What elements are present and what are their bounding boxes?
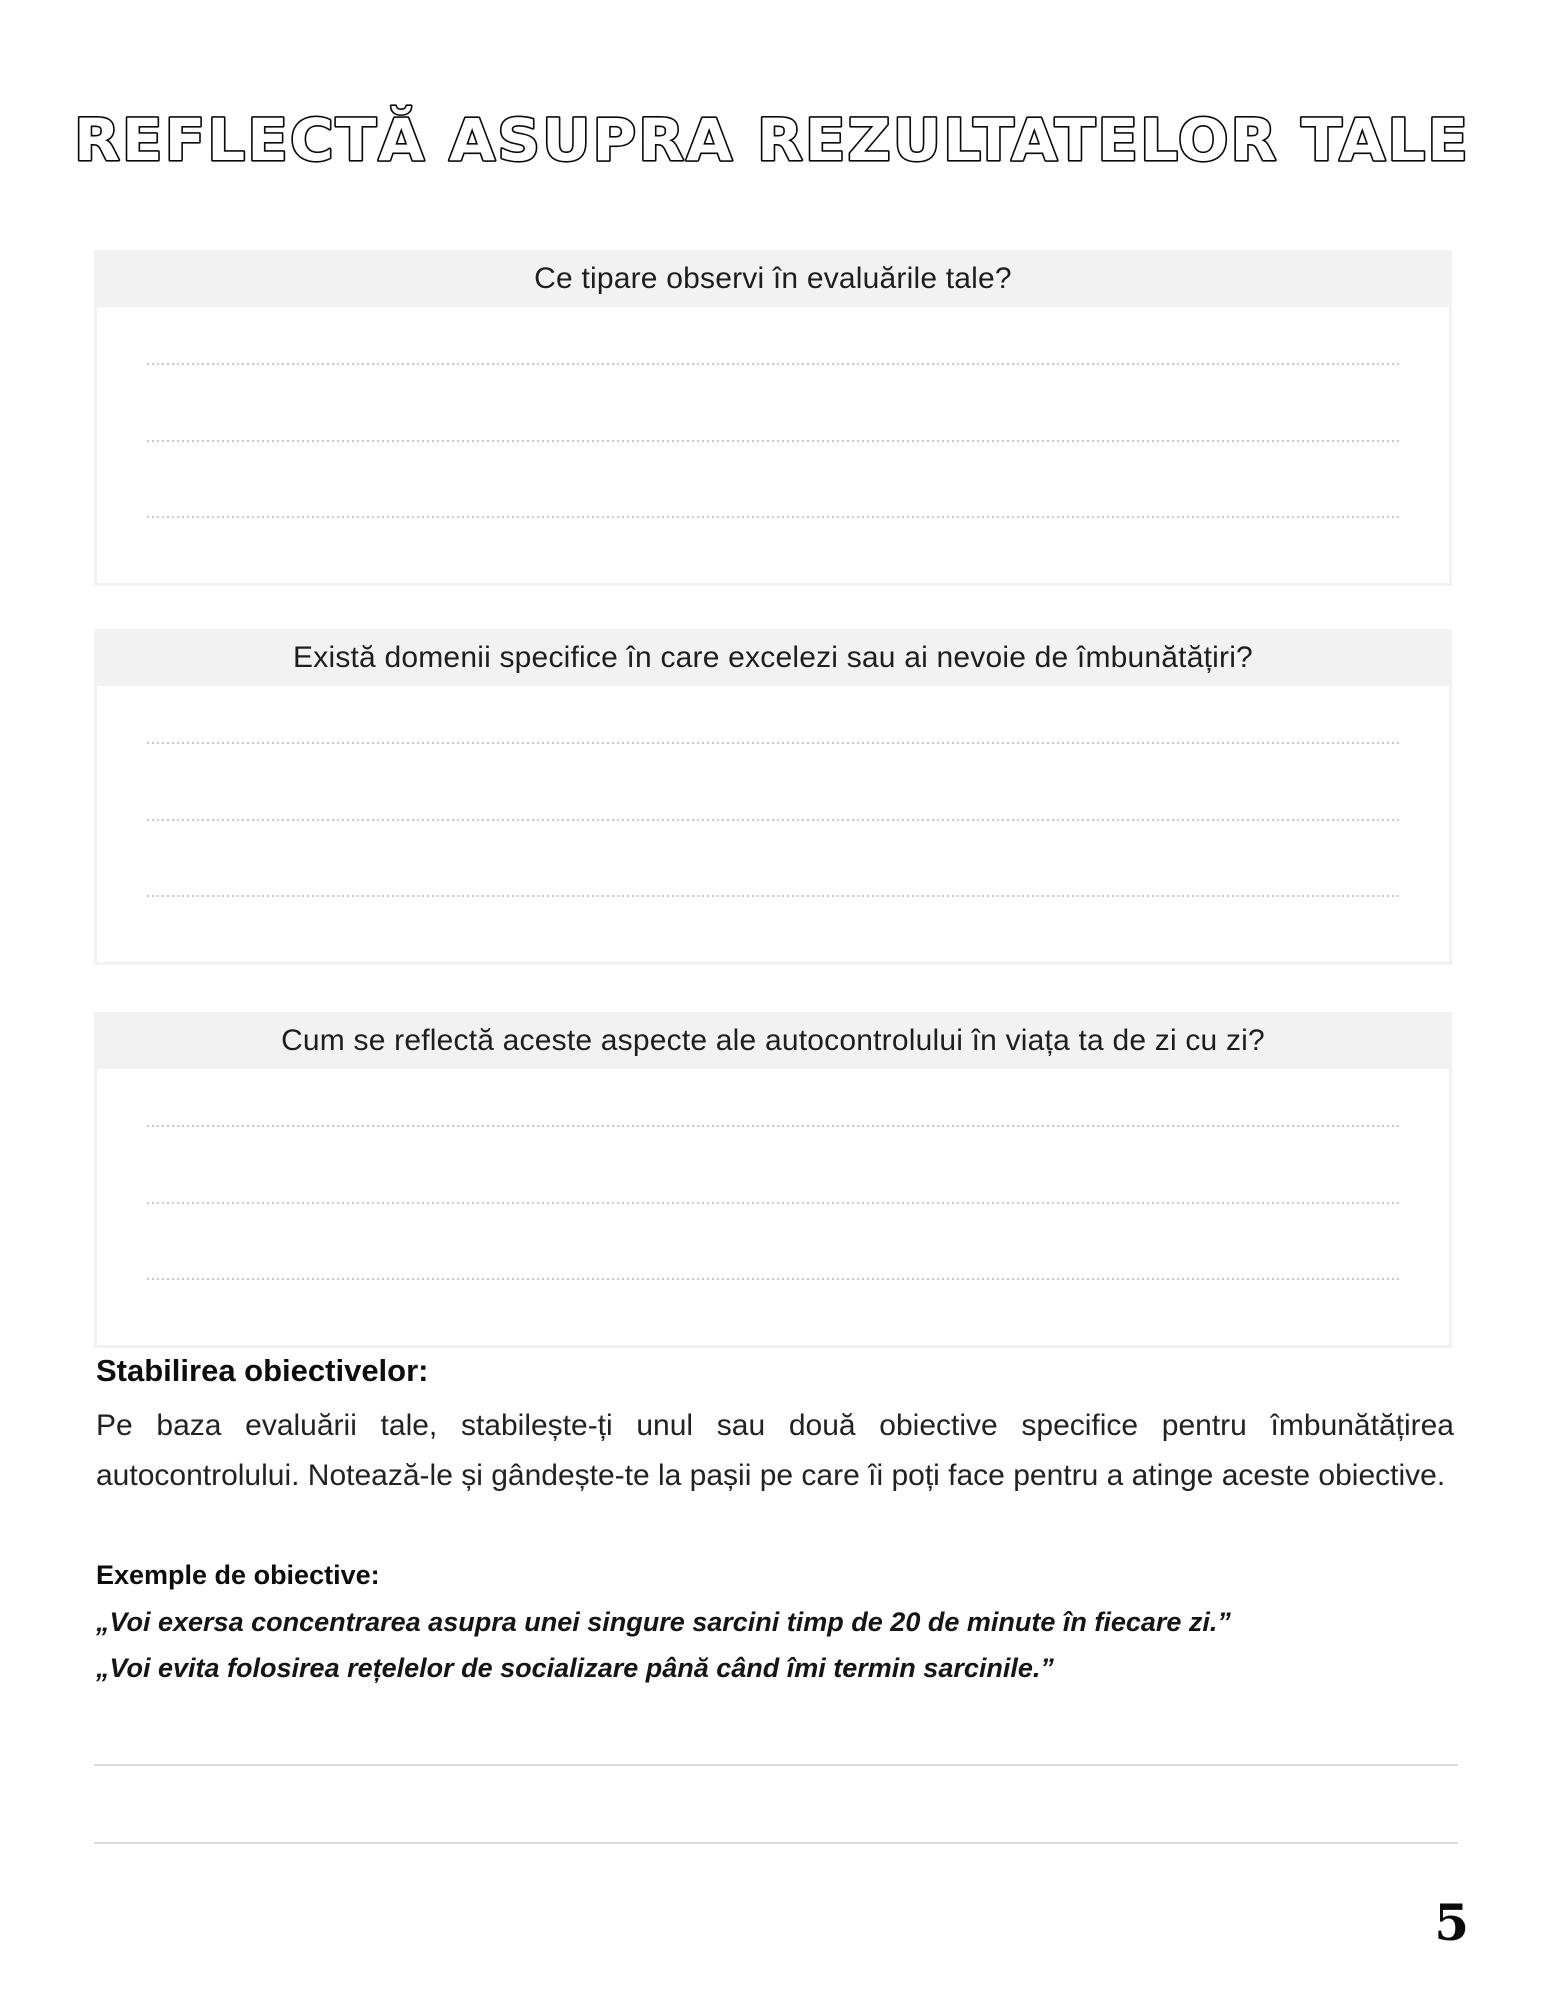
question-card-header [97,629,1449,686]
question-card-body [97,307,1449,583]
page-title [0,0,1545,195]
separator-line [94,1764,1458,1766]
question-card-header [97,250,1449,307]
question-card-body [97,686,1449,962]
goals-heading: Stabilirea obiectivelor: [96,1353,429,1388]
question-label: Cum se reflectă aceste aspecte ale autocontrolului în viața ta de zi cu zi? [281,1023,1265,1057]
question-card [94,1012,1452,1348]
answer-line[interactable] [147,440,1400,442]
answer-line[interactable] [147,742,1400,744]
answer-line[interactable] [147,1202,1400,1204]
answer-line[interactable] [147,895,1400,897]
question-label: Ce tipare observi în evaluările tale? [534,261,1012,295]
example-quote: „Voi exersa concentrarea asupra unei singure sarcini timp de 20 de minute în fiecare zi.” [96,1607,1231,1637]
page-number: 5 [1434,1893,1469,1952]
answer-line[interactable] [147,516,1400,518]
question-label: Există domenii specifice în care excelezi sau ai nevoie de îmbunătățiri? [293,640,1253,674]
answer-line[interactable] [147,363,1400,365]
answer-line[interactable] [147,1125,1400,1127]
question-card-header [97,1012,1449,1069]
answer-line[interactable] [147,1278,1400,1280]
goals-paragraph: Pe baza evaluării tale, stabilește-ți unul sau două obiective specifice pentru îmbunătățirea autocontrolului. Notează-le și gândește-te la pașii pe care îi poți face pentru a atinge aceste obiective. [96,1409,1454,1492]
example-quote: „Voi evita folosirea rețelelor de socializare până când îmi termin sarcinile.” [96,1653,1054,1683]
answer-line[interactable] [147,819,1400,821]
examples-heading: Exemple de obiective: [96,1560,380,1590]
question-card [94,629,1452,965]
separator-line [94,1842,1458,1844]
question-card-body [97,1069,1449,1345]
question-card [94,250,1452,586]
page-title-text: REFLECTĂ ASUPRA REZULTATELOR TALE [74,106,1435,174]
